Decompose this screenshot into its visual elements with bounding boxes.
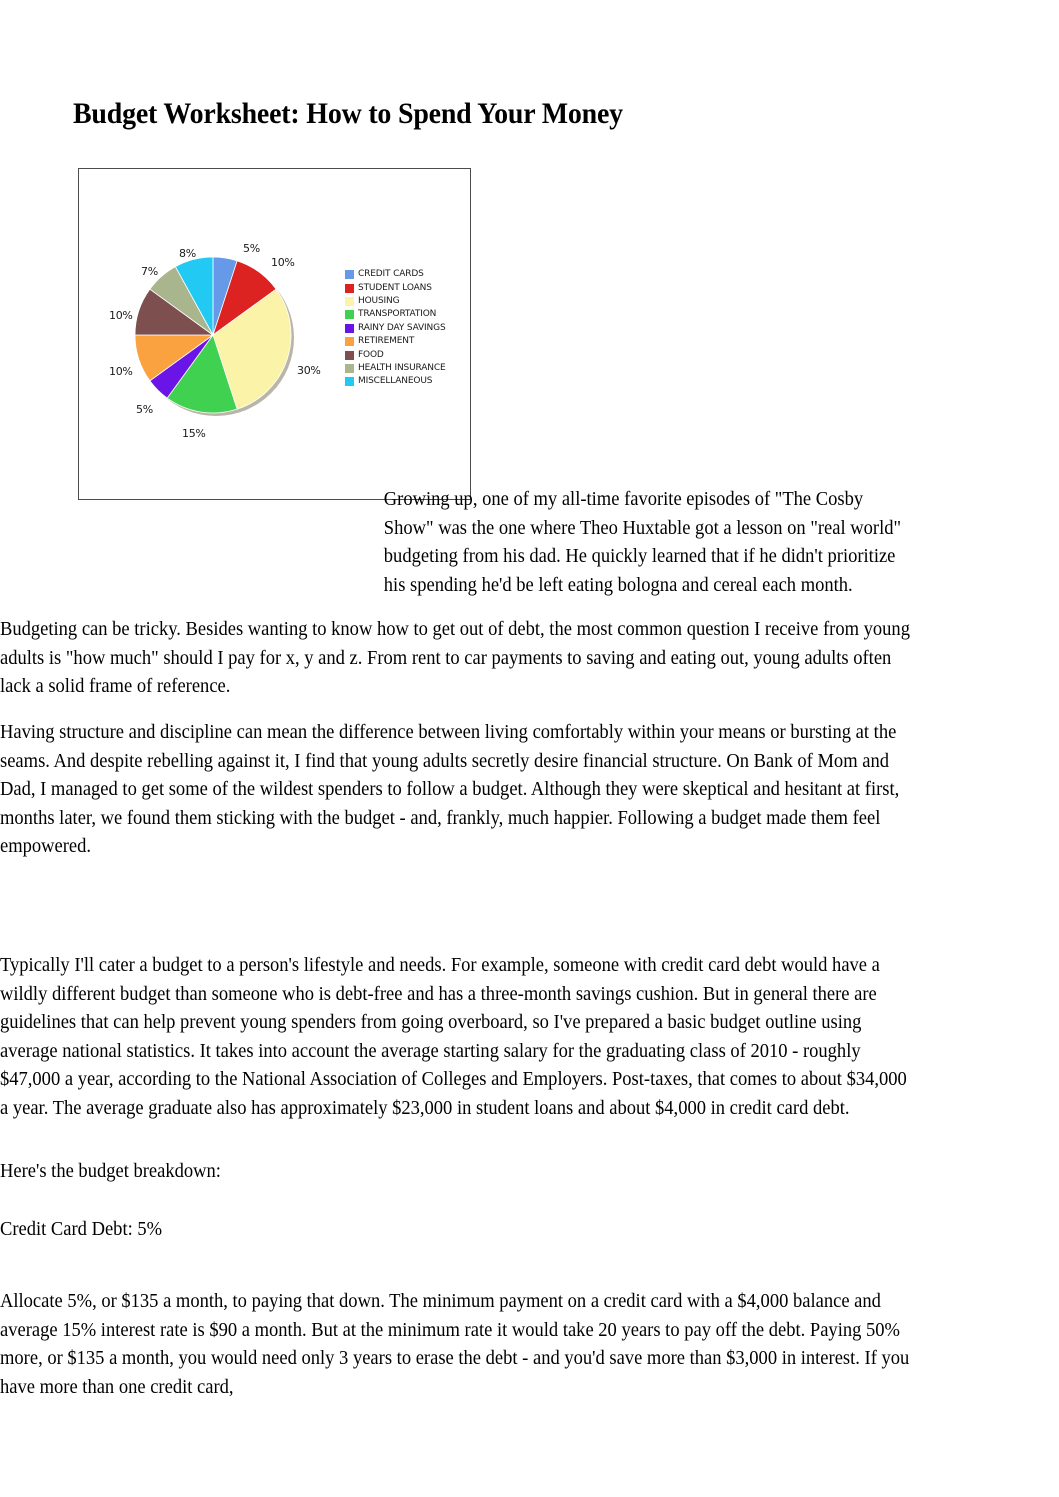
paragraph-3-text: Having structure and discipline can mean the difference between living comfortably within your means or bursting at the seams. And despite rebelling against it, I find that young adults secretly desire financial structure. On Bank of Mom and Dad, I managed to get some of the wildest spenders to follow a budget. Although they were skeptical and hesitant at first, months later, we found them sticking with the budget - and, frankly, much happier. Following a budget made them feel empowered. (0, 722, 900, 858)
paragraph-4-text: Typically I'll cater a budget to a person's lifestyle and needs. For example, someone with credit card debt would have a wildly different budget than someone who is debt-free and has a three-month savings cushion. But in general there are guidelines that can help prevent young spenders from going overboard, so I've prepared a basic budget outline using average national statistics. It takes into account the average starting salary for the graduating class of 2010 - roughly $47,000 a year, according to the National Association of Colleges and Employers. Post-taxes, that comes to about $34,000 a year. The average graduate also has approximately $23,000 in student loans and about $4,000 in credit card debt. (0, 955, 907, 1119)
legend-item-label: FOOD (358, 349, 384, 360)
legend-item-label: HEALTH INSURANCE (358, 362, 446, 373)
legend-swatch-icon (345, 364, 354, 373)
legend-item-label: HOUSING (358, 295, 400, 306)
legend-swatch-icon (345, 270, 354, 279)
legend-item-label: RETIREMENT (358, 336, 415, 347)
pie-percent-label-5: 10% (109, 365, 133, 378)
legend-item-miscellaneous (345, 375, 470, 388)
legend-item-label: STUDENT LOANS (358, 282, 432, 293)
chart-canvas (79, 169, 470, 499)
paragraph-3 (0, 719, 912, 862)
legend-item-label: TRANSPORTATION (358, 309, 437, 320)
pie-slices (135, 257, 295, 417)
legend-item-rainy-day-savings (345, 322, 470, 335)
pie-percent-label-8: 8% (179, 247, 196, 260)
page-title: Budget Worksheet: How to Spend Your Money (73, 97, 623, 131)
legend-item-housing (345, 295, 470, 308)
paragraph-7 (0, 1288, 912, 1402)
chart-legend (345, 268, 470, 389)
pie-percent-label-4: 5% (136, 403, 153, 416)
paragraph-4 (0, 952, 912, 1124)
pie-percent-label-6: 10% (109, 309, 133, 322)
paragraph-6-text: Credit Card Debt: 5% (0, 1219, 163, 1240)
paragraph-2-text: Budgeting can be tricky. Besides wanting to know how to get out of debt, the most common question I receive from young adults is "how much" should I pay for x, y and z. From rent to car payments to saving and eating out, young adults often lack a solid frame of reference. (0, 619, 910, 698)
pie-percent-label-1: 10% (271, 256, 295, 269)
pie-percent-label-3: 15% (182, 427, 206, 440)
legend-swatch-icon (345, 297, 354, 306)
legend-swatch-icon (345, 337, 354, 346)
legend-item-transportation (345, 308, 470, 321)
legend-item-student-loans (345, 281, 470, 294)
legend-swatch-icon (345, 324, 354, 333)
legend-item-retirement (345, 335, 470, 348)
legend-swatch-icon (345, 377, 354, 386)
budget-pie-chart-figure (78, 168, 471, 500)
pie-chart (135, 257, 295, 417)
pie-percent-label-7: 7% (141, 265, 158, 278)
legend-item-food (345, 348, 470, 361)
legend-item-label: CREDIT CARDS (358, 269, 424, 280)
legend-item-credit-cards (345, 268, 470, 281)
legend-item-label: MISCELLANEOUS (358, 376, 433, 387)
pie-percent-label-2: 30% (297, 364, 321, 377)
legend-swatch-icon (345, 284, 354, 293)
paragraph-6 (0, 1216, 912, 1245)
paragraph-7-text: Allocate 5%, or $135 a month, to paying that down. The minimum payment on a credit card with a $4,000 balance and average 15% interest rate is $90 a month. But at the minimum rate it would take 20 years to pay off the debt. Paying 50% more, or $135 a month, you would need only 3 years to erase the debt - and you'd save more than $3,000 in interest. If you have more than one credit card, (0, 1291, 910, 1398)
paragraph-5-text: Here's the budget breakdown: (0, 1161, 221, 1182)
paragraph-5 (0, 1158, 912, 1187)
legend-item-health-insurance (345, 362, 470, 375)
pie-percent-label-0: 5% (243, 242, 260, 255)
paragraph-1-text: Growing up, one of my all-time favorite episodes of "The Cosby Show" was the one where Theo Huxtable got a lesson on "real world" budgeting from his dad. He quickly learned that if he didn't prioritize his spending he'd be left eating bologna and cereal each month. (383, 489, 902, 596)
legend-swatch-icon (345, 310, 354, 319)
legend-swatch-icon (345, 351, 354, 360)
paragraph-2 (0, 616, 912, 702)
legend-item-label: RAINY DAY SAVINGS (358, 322, 446, 333)
